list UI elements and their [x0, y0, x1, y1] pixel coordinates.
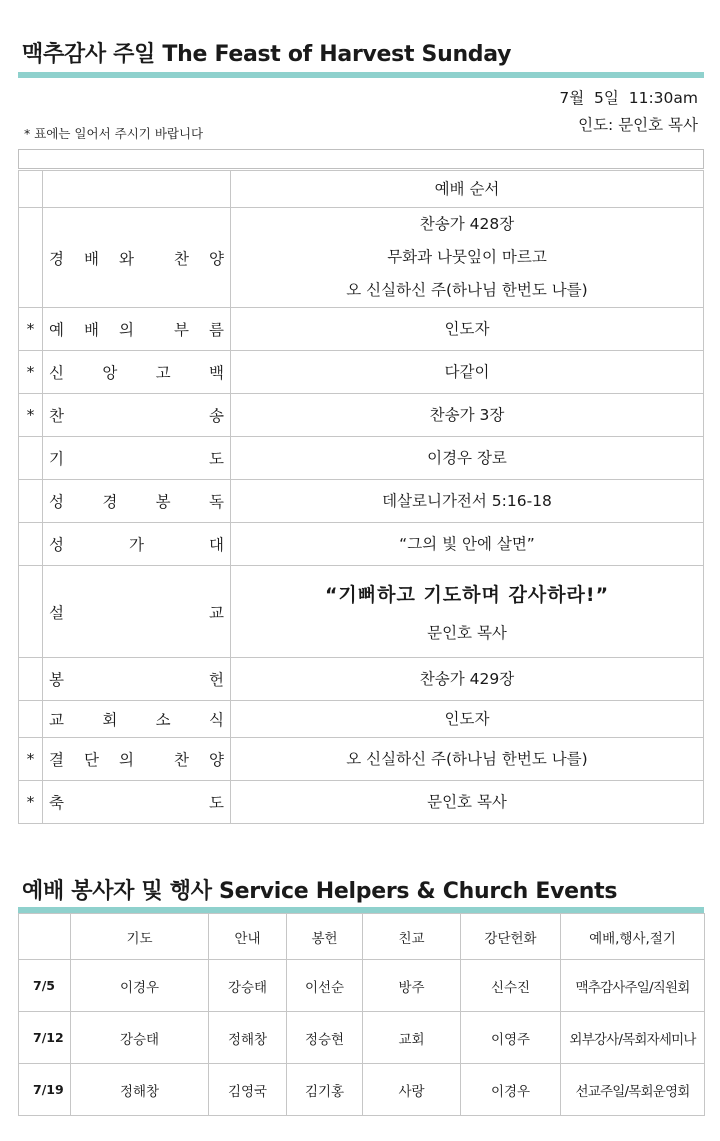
name-char: 봉 [49, 671, 64, 689]
name-char: 름 [209, 321, 224, 339]
name-char: 경 [49, 249, 64, 268]
name-char: 양 [209, 249, 224, 268]
name-char: 예 [49, 321, 64, 339]
name-char: 백 [208, 364, 224, 382]
order-row [19, 480, 704, 523]
order-item-content [231, 208, 704, 308]
order-header-row [19, 171, 704, 208]
order-item-content [231, 781, 704, 824]
order-item-letters [49, 708, 224, 730]
name-char: 찬 [174, 751, 189, 769]
column-header: 친교 [363, 914, 461, 960]
title-accent-bar [18, 72, 704, 78]
order-item-content [231, 566, 704, 658]
page-title: 맥추감사 주일 The Feast of Harvest Sunday [22, 42, 512, 67]
order-item-content [231, 480, 704, 523]
content-line: 인도자 [444, 319, 490, 338]
content-line: 오 신실하신 주(하나님 한번도 나를) [346, 281, 588, 299]
star-mark [19, 208, 43, 308]
helper-cell: 외부강사/목회자세미나 [561, 1012, 705, 1064]
name-char: 봉 [155, 493, 171, 511]
order-item-content [231, 437, 704, 480]
date-cell: 7/19 [19, 1064, 71, 1116]
helper-cell: 사랑 [363, 1064, 461, 1116]
name-char: 찬 [49, 407, 64, 425]
service-leader: 인도: 문인호 목사 [578, 116, 698, 134]
name-char: 가 [129, 536, 144, 554]
helper-cell: 맥추감사주일/직원회 [561, 960, 705, 1012]
name-char: 기 [49, 450, 64, 468]
helper-cell: 방주 [363, 960, 461, 1012]
name-char: 성 [49, 493, 64, 511]
content-line: 문인호 목사 [427, 624, 507, 642]
column-header: 기도 [71, 914, 209, 960]
name-char: 도 [209, 450, 224, 468]
name-char: 축 [49, 794, 64, 812]
star-mark [19, 658, 43, 701]
name-char: 식 [208, 711, 224, 729]
service-datetime: 7월 5일 11:30am [559, 89, 698, 107]
order-row [19, 394, 704, 437]
order-row [19, 566, 704, 658]
content-line: 찬송가 429장 [419, 669, 515, 688]
name-char: 앙 [102, 364, 118, 382]
order-item-letters [49, 404, 224, 426]
star-mark: * [19, 308, 43, 351]
order-item-letters [49, 601, 224, 623]
order-item-name [43, 480, 231, 523]
order-row [19, 658, 704, 701]
content-line: 이경우 장로 [427, 448, 507, 467]
order-row [19, 351, 704, 394]
order-row [19, 208, 704, 308]
name-char: 단 [84, 751, 99, 769]
helper-cell: 김기홍 [287, 1064, 363, 1116]
star-cell [19, 171, 43, 208]
order-item-letters [49, 668, 224, 690]
name-char: 설 [49, 603, 64, 622]
order-row [19, 738, 704, 781]
order-item-name [43, 351, 231, 394]
helpers-title: 예배 봉사자 및 행사 Service Helpers & Church Events [22, 879, 618, 904]
column-header [19, 914, 71, 960]
name-char: 배 [84, 249, 99, 268]
helper-cell: 정해창 [209, 1012, 287, 1064]
name-char: 교 [209, 603, 224, 622]
star-mark: * [19, 394, 43, 437]
order-item-letters [49, 247, 224, 269]
order-item-content [231, 308, 704, 351]
order-item-letters [49, 447, 224, 469]
star-mark: * [19, 738, 43, 781]
name-char: 경 [102, 493, 118, 511]
order-row [19, 781, 704, 824]
star-mark [19, 566, 43, 658]
order-item-name [43, 437, 231, 480]
helpers-row [19, 1064, 705, 1116]
star-mark [19, 480, 43, 523]
order-item-name [43, 566, 231, 658]
name-char: 찬 [174, 249, 189, 268]
content-line: 다같이 [444, 362, 490, 381]
name-char: 의 [119, 751, 134, 769]
name-char: 고 [155, 364, 171, 382]
service-helpers-table [18, 913, 705, 1116]
order-item-letters [49, 490, 224, 512]
order-row [19, 437, 704, 480]
column-header: 예배,행사,절기 [561, 914, 705, 960]
name-char: 신 [49, 364, 64, 382]
content-line: 오 신실하신 주(하나님 한번도 나를) [346, 749, 588, 768]
star-mark: * [19, 351, 43, 394]
helper-cell: 교회 [363, 1012, 461, 1064]
helper-cell: 이영주 [461, 1012, 561, 1064]
order-item-name [43, 658, 231, 701]
order-row [19, 308, 704, 351]
column-header: 안내 [209, 914, 287, 960]
name-char: 결 [49, 751, 64, 769]
date-cell: 7/5 [19, 960, 71, 1012]
name-char: 헌 [209, 671, 224, 689]
content-line: 찬송가 428장 [419, 215, 515, 233]
helper-cell: 선교주일/목회운영회 [561, 1064, 705, 1116]
helpers-row [19, 960, 705, 1012]
order-item-name [43, 208, 231, 308]
name-char: 회 [102, 711, 118, 729]
name-char: 와 [119, 249, 134, 268]
column-header: 강단헌화 [461, 914, 561, 960]
order-item-letters [49, 361, 224, 383]
order-item-letters [49, 791, 224, 813]
helper-cell: 강승태 [209, 960, 287, 1012]
name-char: 성 [49, 536, 64, 554]
service-info [559, 85, 698, 139]
content-line: “그의 빛 안에 살면” [399, 534, 535, 553]
name-char: 부 [174, 321, 189, 339]
content-line: 문인호 목사 [427, 792, 507, 811]
content-line: 무화과 나뭇잎이 마르고 [387, 248, 547, 266]
name-char: 도 [209, 794, 224, 812]
helpers-header-row [19, 914, 705, 960]
star-mark [19, 701, 43, 738]
helper-cell: 정승현 [287, 1012, 363, 1064]
order-item-name [43, 701, 231, 738]
order-item-name [43, 738, 231, 781]
order-row [19, 701, 704, 738]
blank-row [18, 149, 704, 169]
helper-cell: 정해창 [71, 1064, 209, 1116]
content-line: 인도자 [444, 709, 490, 728]
helpers-row [19, 1012, 705, 1064]
order-column-header: 예배 순서 [231, 171, 704, 208]
order-item-content [231, 658, 704, 701]
name-cell [43, 171, 231, 208]
order-item-content [231, 701, 704, 738]
star-mark [19, 437, 43, 480]
name-char: 대 [209, 536, 224, 554]
star-mark [19, 523, 43, 566]
sermon-title: “기뻐하고 기도하며 감사하라!” [324, 584, 610, 606]
column-header: 봉헌 [287, 914, 363, 960]
helper-cell: 신수진 [461, 960, 561, 1012]
helper-cell: 이경우 [461, 1064, 561, 1116]
order-of-worship-table [18, 170, 704, 824]
helper-cell: 이선순 [287, 960, 363, 1012]
helper-cell: 김영국 [209, 1064, 287, 1116]
order-item-content [231, 351, 704, 394]
order-item-name [43, 523, 231, 566]
name-char: 송 [209, 407, 224, 425]
order-item-letters [49, 533, 224, 555]
order-item-content [231, 394, 704, 437]
name-char: 의 [119, 321, 134, 339]
order-item-content [231, 738, 704, 781]
content-line: 데살로니가전서 5:16-18 [382, 491, 552, 510]
standing-notice: * 표에는 일어서 주시기 바랍니다 [24, 126, 204, 141]
content-line: 찬송가 3장 [429, 405, 505, 424]
order-item-name [43, 394, 231, 437]
helper-cell: 이경우 [71, 960, 209, 1012]
helper-cell: 강승태 [71, 1012, 209, 1064]
order-item-content [231, 523, 704, 566]
order-item-name [43, 308, 231, 351]
date-cell: 7/12 [19, 1012, 71, 1064]
star-mark: * [19, 781, 43, 824]
order-item-letters [49, 318, 224, 340]
name-char: 독 [208, 493, 224, 511]
order-item-letters [49, 748, 224, 770]
order-row [19, 523, 704, 566]
name-char: 소 [155, 711, 171, 729]
name-char: 배 [84, 321, 99, 339]
name-char: 양 [209, 751, 224, 769]
name-char: 교 [49, 711, 64, 729]
order-item-name [43, 781, 231, 824]
